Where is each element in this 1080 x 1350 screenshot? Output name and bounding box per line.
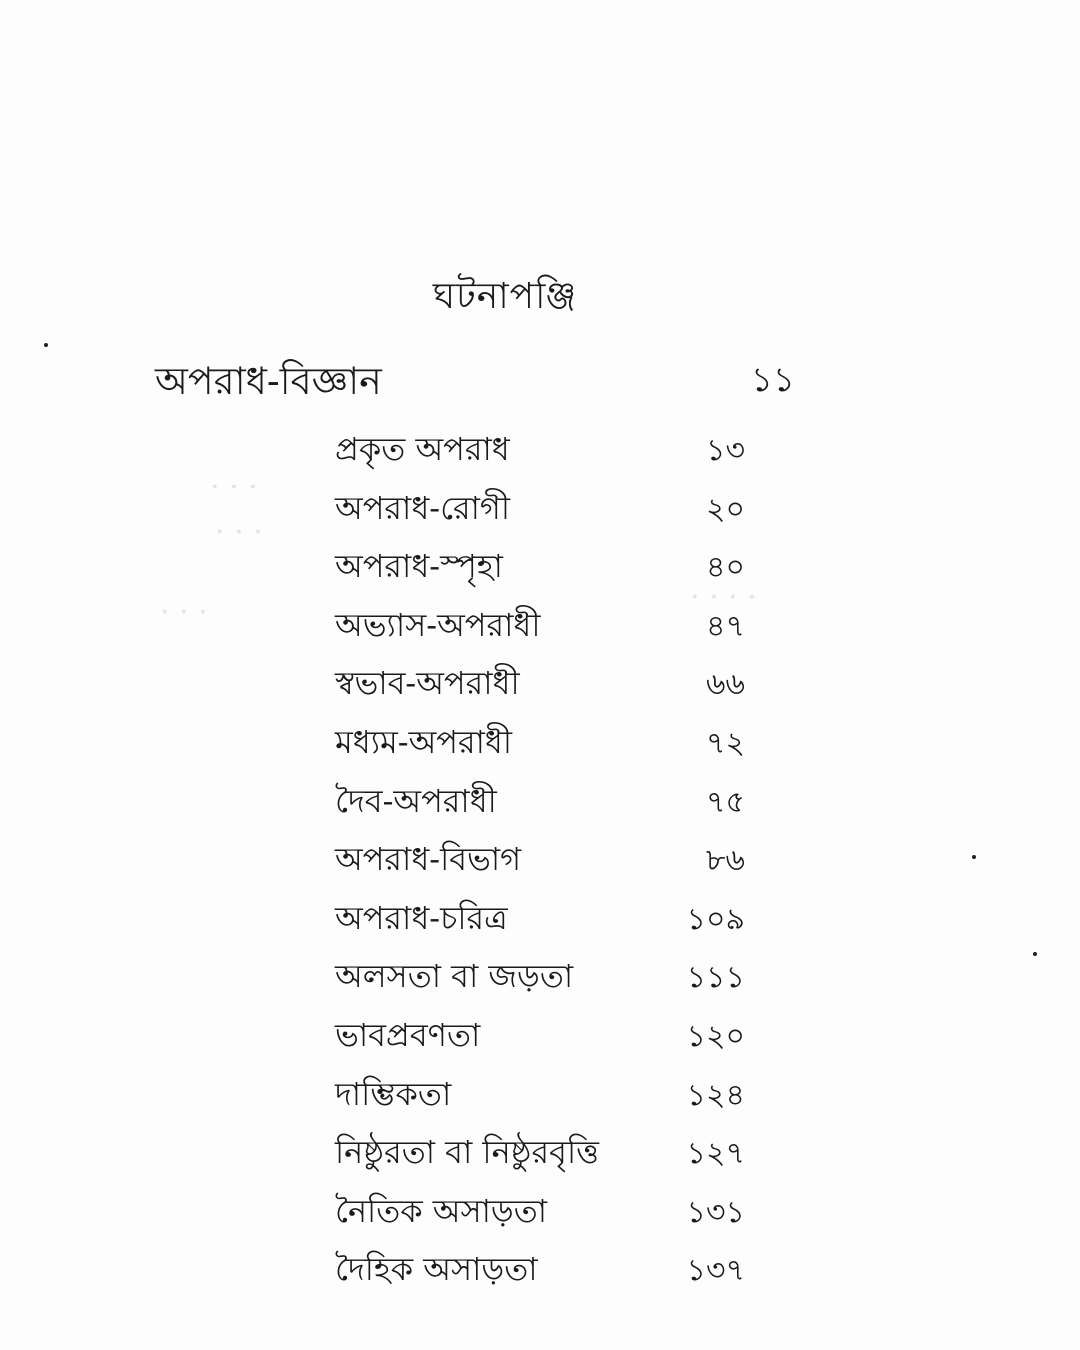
entry-title: অপরাধ-রোগী <box>335 488 511 527</box>
speck <box>1033 952 1037 956</box>
entry-page-number: ৪০ <box>706 550 745 586</box>
toc-entry <box>335 479 745 538</box>
toc-entry <box>335 654 745 713</box>
toc-entry <box>335 830 745 889</box>
entry-title: নৈতিক অসাড়তা <box>335 1191 548 1230</box>
entry-page-number: ১২৭ <box>686 1136 745 1172</box>
entry-title: দাম্ভিকতা <box>335 1074 452 1113</box>
toc-section-heading <box>155 352 795 404</box>
entry-title: অলসতা বা জড়তা <box>335 957 574 996</box>
entry-page-number: ১২০ <box>686 1018 745 1054</box>
speck <box>44 343 48 347</box>
entry-page-number: ৮৬ <box>706 843 745 879</box>
toc-entry <box>335 596 745 655</box>
entry-page-number: ৪৭ <box>706 608 745 644</box>
entry-page-number: ১৩১ <box>686 1194 745 1230</box>
entry-title: ভাবপ্রবণতা <box>335 1015 481 1054</box>
toc-entry <box>335 1240 745 1299</box>
toc-entry <box>335 889 745 948</box>
entry-title: প্রকৃত অপরাধ <box>335 430 510 468</box>
entry-title: মধ্যম-অপরাধী <box>335 722 512 761</box>
entry-title: অপরাধ-চরিত্র <box>335 898 508 937</box>
speck <box>972 855 976 859</box>
toc-entry <box>335 772 745 831</box>
toc-entry <box>335 537 745 596</box>
show-through-mark: · · · <box>160 595 208 630</box>
toc-entry <box>335 947 745 1006</box>
section-title: অপরাধ-বিজ্ঞান <box>155 359 382 403</box>
entry-page-number: ৭২ <box>705 725 745 761</box>
show-through-mark: · · · <box>215 515 263 550</box>
toc-entry <box>335 1065 745 1124</box>
entry-title: অভ্যাস-অপরাধী <box>335 605 541 644</box>
toc-entry-list <box>335 420 745 1299</box>
entry-title: দৈহিক অসাড়তা <box>335 1250 538 1289</box>
entry-page-number: ১১১ <box>686 960 745 996</box>
entry-page-number: ২০ <box>705 491 745 527</box>
page-title: ঘটনাপঞ্জি <box>432 276 578 318</box>
toc-entry <box>335 1182 745 1241</box>
section-page-number: ১১ <box>750 360 795 400</box>
toc-entry <box>335 713 745 772</box>
entry-page-number: ১০৯ <box>686 901 745 937</box>
toc-entry <box>335 1123 745 1182</box>
show-through-mark: · · · <box>210 470 258 505</box>
toc-entry <box>335 1006 745 1065</box>
entry-page-number: ৬৬ <box>705 667 745 703</box>
entry-page-number: ১২৪ <box>686 1077 745 1113</box>
toc-entry <box>335 420 745 479</box>
entry-page-number: ১৩৭ <box>686 1253 745 1289</box>
entry-title: স্বভাব-অপরাধী <box>335 664 520 703</box>
show-through-mark: · · · · <box>690 580 757 615</box>
entry-page-number: ৭৫ <box>706 784 745 820</box>
entry-title: নিষ্ঠুরতা বা নিষ্ঠুরবৃত্তি <box>335 1133 599 1172</box>
entry-page-number: ১৩ <box>706 433 745 468</box>
entry-title: দৈব-অপরাধী <box>335 781 497 820</box>
entry-title: অপরাধ-বিভাগ <box>335 840 522 879</box>
entry-title: অপরাধ-স্পৃহা <box>335 547 503 586</box>
